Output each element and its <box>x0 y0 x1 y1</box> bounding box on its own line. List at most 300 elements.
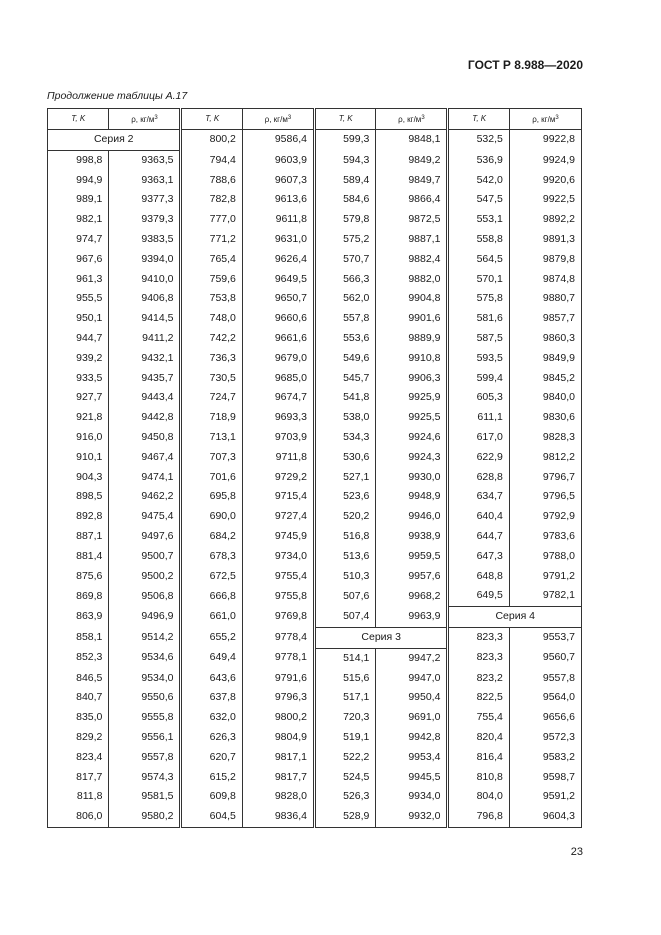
cell-temperature: 858,1 <box>48 627 109 648</box>
cell-temperature: 800,2 <box>181 130 242 151</box>
cell-temperature: 816,4 <box>448 748 509 768</box>
cell-temperature: 804,0 <box>448 787 509 807</box>
cell-density: 9828,3 <box>509 428 581 448</box>
col-header-t: T, K <box>48 109 109 130</box>
cell-temperature: 788,6 <box>181 171 242 191</box>
cell-temperature: 628,8 <box>448 468 509 488</box>
cell-temperature: 933,5 <box>48 369 109 389</box>
table-row <box>48 289 582 309</box>
cell-density: 9534,6 <box>109 648 181 668</box>
cell-temperature: 523,6 <box>314 487 375 507</box>
cell-temperature: 581,6 <box>448 309 509 329</box>
cell-temperature: 632,0 <box>181 708 242 728</box>
cell-temperature: 566,3 <box>314 270 375 290</box>
cell-density: 9845,2 <box>509 369 581 389</box>
cell-density: 9817,7 <box>242 768 314 788</box>
cell-temperature: 542,0 <box>448 171 509 191</box>
cell-density: 9879,8 <box>509 250 581 270</box>
cell-density: 9945,5 <box>376 768 448 788</box>
cell-density: 9414,5 <box>109 309 181 329</box>
cell-temperature: 640,4 <box>448 507 509 527</box>
cell-temperature: 584,6 <box>314 190 375 210</box>
cell-temperature: 615,2 <box>181 768 242 788</box>
page-number: 23 <box>570 846 583 858</box>
cell-density: 9963,9 <box>376 607 448 628</box>
cell-density: 9792,9 <box>509 507 581 527</box>
cell-temperature: 904,3 <box>48 468 109 488</box>
cell-density: 9924,6 <box>376 428 448 448</box>
cell-temperature: 517,1 <box>314 688 375 708</box>
cell-density: 9496,9 <box>109 607 181 628</box>
cell-density: 9950,4 <box>376 688 448 708</box>
cell-temperature: 558,8 <box>448 230 509 250</box>
cell-density: 9693,3 <box>242 408 314 428</box>
table-row <box>48 586 582 606</box>
cell-temperature: 553,1 <box>448 210 509 230</box>
cell-temperature: 637,8 <box>181 688 242 708</box>
cell-density: 9674,7 <box>242 388 314 408</box>
cell-density: 9857,7 <box>509 309 581 329</box>
cell-temperature: 564,5 <box>448 250 509 270</box>
cell-density: 9849,9 <box>509 349 581 369</box>
cell-density: 9796,3 <box>242 688 314 708</box>
cell-density: 9891,3 <box>509 230 581 250</box>
cell-density: 9880,7 <box>509 289 581 309</box>
cell-temperature: 994,9 <box>48 171 109 191</box>
cell-density: 9796,5 <box>509 487 581 507</box>
table-row <box>48 270 582 290</box>
cell-density: 9580,2 <box>109 807 181 827</box>
cell-density: 9925,5 <box>376 408 448 428</box>
cell-temperature: 515,6 <box>314 669 375 689</box>
cell-temperature: 863,9 <box>48 607 109 628</box>
cell-density: 9581,5 <box>109 787 181 807</box>
cell-temperature: 666,8 <box>181 586 242 606</box>
cell-temperature: 541,8 <box>314 388 375 408</box>
cell-temperature: 684,2 <box>181 527 242 547</box>
cell-temperature: 720,3 <box>314 708 375 728</box>
cell-density: 9598,7 <box>509 768 581 788</box>
cell-density: 9930,0 <box>376 468 448 488</box>
cell-temperature: 961,3 <box>48 270 109 290</box>
table-row <box>48 130 582 151</box>
cell-temperature: 846,5 <box>48 669 109 689</box>
cell-temperature: 507,4 <box>314 607 375 628</box>
series-label: Серия 3 <box>314 627 447 648</box>
table-row <box>48 349 582 369</box>
cell-density: 9957,6 <box>376 567 448 587</box>
table-row <box>48 688 582 708</box>
cell-density: 9383,5 <box>109 230 181 250</box>
cell-temperature: 852,3 <box>48 648 109 668</box>
cell-temperature: 647,3 <box>448 547 509 567</box>
cell-density: 9783,6 <box>509 527 581 547</box>
cell-density: 9626,4 <box>242 250 314 270</box>
cell-temperature: 713,1 <box>181 428 242 448</box>
cell-density: 9583,2 <box>509 748 581 768</box>
cell-density: 9715,4 <box>242 487 314 507</box>
cell-temperature: 974,7 <box>48 230 109 250</box>
cell-temperature: 989,1 <box>48 190 109 210</box>
cell-temperature: 955,5 <box>48 289 109 309</box>
cell-temperature: 718,9 <box>181 408 242 428</box>
cell-density: 9769,8 <box>242 607 314 628</box>
cell-density: 9711,8 <box>242 448 314 468</box>
cell-temperature: 829,2 <box>48 728 109 748</box>
cell-density: 9534,0 <box>109 669 181 689</box>
cell-density: 9882,4 <box>376 250 448 270</box>
cell-density: 9500,2 <box>109 567 181 587</box>
table-caption: Продолжение таблицы А.17 <box>47 90 188 102</box>
table-row <box>48 190 582 210</box>
cell-density: 9379,3 <box>109 210 181 230</box>
cell-density: 9727,4 <box>242 507 314 527</box>
cell-density: 9800,2 <box>242 708 314 728</box>
cell-density: 9745,9 <box>242 527 314 547</box>
cell-temperature: 553,6 <box>314 329 375 349</box>
cell-temperature: 724,7 <box>181 388 242 408</box>
table-row <box>48 448 582 468</box>
cell-temperature: 520,2 <box>314 507 375 527</box>
cell-density: 9947,0 <box>376 669 448 689</box>
cell-density: 9497,6 <box>109 527 181 547</box>
cell-density: 9591,2 <box>509 787 581 807</box>
table-row <box>48 708 582 728</box>
cell-temperature: 916,0 <box>48 428 109 448</box>
cell-density: 9959,5 <box>376 547 448 567</box>
col-header-t: T, K <box>448 109 509 130</box>
cell-temperature: 736,3 <box>181 349 242 369</box>
cell-density: 9474,1 <box>109 468 181 488</box>
cell-density: 9560,7 <box>509 648 581 668</box>
table-row <box>48 230 582 250</box>
cell-temperature: 534,3 <box>314 428 375 448</box>
cell-density: 9410,0 <box>109 270 181 290</box>
cell-temperature: 998,8 <box>48 150 109 170</box>
cell-temperature: 794,4 <box>181 150 242 170</box>
cell-density: 9406,8 <box>109 289 181 309</box>
cell-density: 9840,0 <box>509 388 581 408</box>
cell-temperature: 545,7 <box>314 369 375 389</box>
cell-temperature: 644,7 <box>448 527 509 547</box>
cell-density: 9901,6 <box>376 309 448 329</box>
series-label: Серия 2 <box>48 130 181 151</box>
cell-temperature: 921,8 <box>48 408 109 428</box>
table-row <box>48 507 582 527</box>
cell-density: 9791,2 <box>509 567 581 587</box>
cell-temperature: 944,7 <box>48 329 109 349</box>
table-row <box>48 210 582 230</box>
cell-density: 9611,8 <box>242 210 314 230</box>
cell-density: 9475,4 <box>109 507 181 527</box>
cell-density: 9500,7 <box>109 547 181 567</box>
cell-temperature: 599,4 <box>448 369 509 389</box>
cell-temperature: 887,1 <box>48 527 109 547</box>
cell-density: 9924,3 <box>376 448 448 468</box>
cell-temperature: 557,8 <box>314 309 375 329</box>
cell-temperature: 678,3 <box>181 547 242 567</box>
cell-density: 9947,2 <box>376 648 448 668</box>
table-row <box>48 547 582 567</box>
table-row <box>48 309 582 329</box>
cell-density: 9660,6 <box>242 309 314 329</box>
cell-temperature: 748,0 <box>181 309 242 329</box>
cell-density: 9650,7 <box>242 289 314 309</box>
table-row <box>48 787 582 807</box>
cell-temperature: 528,9 <box>314 807 375 827</box>
cell-density: 9828,0 <box>242 787 314 807</box>
cell-density: 9514,2 <box>109 627 181 648</box>
cell-temperature: 570,7 <box>314 250 375 270</box>
cell-temperature: 579,8 <box>314 210 375 230</box>
cell-density: 9377,3 <box>109 190 181 210</box>
cell-temperature: 840,7 <box>48 688 109 708</box>
cell-density: 9564,0 <box>509 688 581 708</box>
cell-temperature: 950,1 <box>48 309 109 329</box>
table-row <box>48 768 582 788</box>
cell-temperature: 527,1 <box>314 468 375 488</box>
cell-density: 9729,2 <box>242 468 314 488</box>
cell-temperature: 593,5 <box>448 349 509 369</box>
cell-density: 9812,2 <box>509 448 581 468</box>
cell-temperature: 869,8 <box>48 586 109 606</box>
cell-temperature: 771,2 <box>181 230 242 250</box>
table-row <box>48 428 582 448</box>
table-row <box>48 648 582 668</box>
cell-temperature: 570,1 <box>448 270 509 290</box>
cell-temperature: 753,8 <box>181 289 242 309</box>
cell-temperature: 823,3 <box>448 648 509 668</box>
cell-temperature: 823,3 <box>448 627 509 648</box>
cell-density: 9555,8 <box>109 708 181 728</box>
cell-temperature: 782,8 <box>181 190 242 210</box>
cell-density: 9411,2 <box>109 329 181 349</box>
cell-temperature: 648,8 <box>448 567 509 587</box>
cell-density: 9924,9 <box>509 150 581 170</box>
cell-density: 9553,7 <box>509 627 581 648</box>
cell-density: 9613,6 <box>242 190 314 210</box>
cell-temperature: 755,4 <box>448 708 509 728</box>
cell-density: 9363,1 <box>109 171 181 191</box>
cell-density: 9631,0 <box>242 230 314 250</box>
table-row <box>48 567 582 587</box>
cell-density: 9557,8 <box>109 748 181 768</box>
cell-density: 9910,8 <box>376 349 448 369</box>
cell-temperature: 626,3 <box>181 728 242 748</box>
cell-temperature: 982,1 <box>48 210 109 230</box>
cell-density: 9435,7 <box>109 369 181 389</box>
table-row <box>48 807 582 827</box>
cell-density: 9849,2 <box>376 150 448 170</box>
cell-density: 9557,8 <box>509 669 581 689</box>
cell-density: 9656,6 <box>509 708 581 728</box>
cell-density: 9556,1 <box>109 728 181 748</box>
cell-temperature: 730,5 <box>181 369 242 389</box>
data-table <box>47 108 582 828</box>
cell-temperature: 967,6 <box>48 250 109 270</box>
table-row <box>48 329 582 349</box>
cell-temperature: 599,3 <box>314 130 375 151</box>
cell-density: 9830,6 <box>509 408 581 428</box>
cell-density: 9948,9 <box>376 487 448 507</box>
cell-temperature: 604,5 <box>181 807 242 827</box>
cell-temperature: 759,6 <box>181 270 242 290</box>
cell-temperature: 549,6 <box>314 349 375 369</box>
cell-density: 9942,8 <box>376 728 448 748</box>
table-row <box>48 171 582 191</box>
cell-density: 9892,2 <box>509 210 581 230</box>
table-row <box>48 250 582 270</box>
cell-temperature: 620,7 <box>181 748 242 768</box>
cell-density: 9946,0 <box>376 507 448 527</box>
cell-density: 9607,3 <box>242 171 314 191</box>
cell-temperature: 524,5 <box>314 768 375 788</box>
cell-temperature: 742,2 <box>181 329 242 349</box>
cell-density: 9887,1 <box>376 230 448 250</box>
table-row <box>48 468 582 488</box>
cell-temperature: 695,8 <box>181 487 242 507</box>
cell-density: 9791,6 <box>242 669 314 689</box>
cell-density: 9550,6 <box>109 688 181 708</box>
table-row <box>48 527 582 547</box>
cell-density: 9778,1 <box>242 648 314 668</box>
col-header-t: T, K <box>314 109 375 130</box>
cell-density: 9860,3 <box>509 329 581 349</box>
cell-temperature: 538,0 <box>314 408 375 428</box>
cell-density: 9443,4 <box>109 388 181 408</box>
cell-temperature: 516,8 <box>314 527 375 547</box>
cell-density: 9649,5 <box>242 270 314 290</box>
table-row <box>48 150 582 170</box>
cell-density: 9685,0 <box>242 369 314 389</box>
cell-temperature: 622,9 <box>448 448 509 468</box>
cell-density: 9661,6 <box>242 329 314 349</box>
cell-temperature: 910,1 <box>48 448 109 468</box>
cell-temperature: 892,8 <box>48 507 109 527</box>
cell-density: 9755,8 <box>242 586 314 606</box>
header-row <box>48 109 582 130</box>
cell-temperature: 690,0 <box>181 507 242 527</box>
cell-density: 9462,2 <box>109 487 181 507</box>
cell-density: 9788,0 <box>509 547 581 567</box>
cell-temperature: 655,2 <box>181 627 242 648</box>
cell-temperature: 510,3 <box>314 567 375 587</box>
cell-density: 9796,7 <box>509 468 581 488</box>
cell-temperature: 617,0 <box>448 428 509 448</box>
cell-temperature: 806,0 <box>48 807 109 827</box>
cell-temperature: 672,5 <box>181 567 242 587</box>
cell-density: 9679,0 <box>242 349 314 369</box>
cell-temperature: 898,5 <box>48 487 109 507</box>
cell-density: 9782,1 <box>509 586 581 606</box>
cell-density: 9572,3 <box>509 728 581 748</box>
cell-density: 9906,3 <box>376 369 448 389</box>
cell-density: 9804,9 <box>242 728 314 748</box>
cell-temperature: 519,1 <box>314 728 375 748</box>
cell-density: 9574,3 <box>109 768 181 788</box>
cell-density: 9874,8 <box>509 270 581 290</box>
cell-density: 9586,4 <box>242 130 314 151</box>
cell-temperature: 823,2 <box>448 669 509 689</box>
table-row <box>48 728 582 748</box>
cell-temperature: 765,4 <box>181 250 242 270</box>
cell-temperature: 817,7 <box>48 768 109 788</box>
table-row <box>48 669 582 689</box>
cell-density: 9968,2 <box>376 586 448 606</box>
cell-density: 9848,1 <box>376 130 448 151</box>
cell-temperature: 594,3 <box>314 150 375 170</box>
table-row <box>48 627 582 648</box>
cell-temperature: 575,2 <box>314 230 375 250</box>
cell-temperature: 875,6 <box>48 567 109 587</box>
cell-density: 9889,9 <box>376 329 448 349</box>
cell-temperature: 822,5 <box>448 688 509 708</box>
cell-temperature: 532,5 <box>448 130 509 151</box>
cell-temperature: 707,3 <box>181 448 242 468</box>
cell-density: 9363,5 <box>109 150 181 170</box>
cell-temperature: 514,1 <box>314 648 375 668</box>
col-header-rho: ρ, $кг/м^3$ <box>242 109 314 130</box>
cell-temperature: 835,0 <box>48 708 109 728</box>
table-row <box>48 369 582 389</box>
cell-density: 9450,8 <box>109 428 181 448</box>
cell-density: 9925,9 <box>376 388 448 408</box>
cell-temperature: 507,6 <box>314 586 375 606</box>
col-header-rho: ρ, $кг/м^3$ <box>109 109 181 130</box>
cell-temperature: 536,9 <box>448 150 509 170</box>
cell-temperature: 611,1 <box>448 408 509 428</box>
table-row <box>48 748 582 768</box>
document-header: ГОСТ Р 8.988—2020 <box>467 58 583 72</box>
cell-density: 9866,4 <box>376 190 448 210</box>
cell-density: 9442,8 <box>109 408 181 428</box>
cell-temperature: 796,8 <box>448 807 509 827</box>
cell-density: 9932,0 <box>376 807 448 827</box>
cell-density: 9920,6 <box>509 171 581 191</box>
cell-density: 9394,0 <box>109 250 181 270</box>
col-header-t: T, K <box>181 109 242 130</box>
cell-density: 9882,0 <box>376 270 448 290</box>
cell-temperature: 589,4 <box>314 171 375 191</box>
cell-temperature: 634,7 <box>448 487 509 507</box>
cell-density: 9506,8 <box>109 586 181 606</box>
cell-temperature: 649,5 <box>448 586 509 606</box>
cell-density: 9778,4 <box>242 627 314 648</box>
cell-temperature: 609,8 <box>181 787 242 807</box>
cell-density: 9904,8 <box>376 289 448 309</box>
series-label: Серия 4 <box>448 607 582 628</box>
cell-density: 9817,1 <box>242 748 314 768</box>
table-row <box>48 388 582 408</box>
cell-density: 9755,4 <box>242 567 314 587</box>
cell-temperature: 811,8 <box>48 787 109 807</box>
cell-temperature: 823,4 <box>48 748 109 768</box>
table-row <box>48 487 582 507</box>
cell-temperature: 522,2 <box>314 748 375 768</box>
cell-temperature: 701,6 <box>181 468 242 488</box>
cell-density: 9938,9 <box>376 527 448 547</box>
cell-temperature: 927,7 <box>48 388 109 408</box>
cell-density: 9703,9 <box>242 428 314 448</box>
cell-density: 9603,9 <box>242 150 314 170</box>
table-row <box>48 607 582 628</box>
cell-temperature: 530,6 <box>314 448 375 468</box>
cell-density: 9467,4 <box>109 448 181 468</box>
cell-density: 9922,5 <box>509 190 581 210</box>
cell-temperature: 605,3 <box>448 388 509 408</box>
cell-temperature: 526,3 <box>314 787 375 807</box>
cell-density: 9849,7 <box>376 171 448 191</box>
